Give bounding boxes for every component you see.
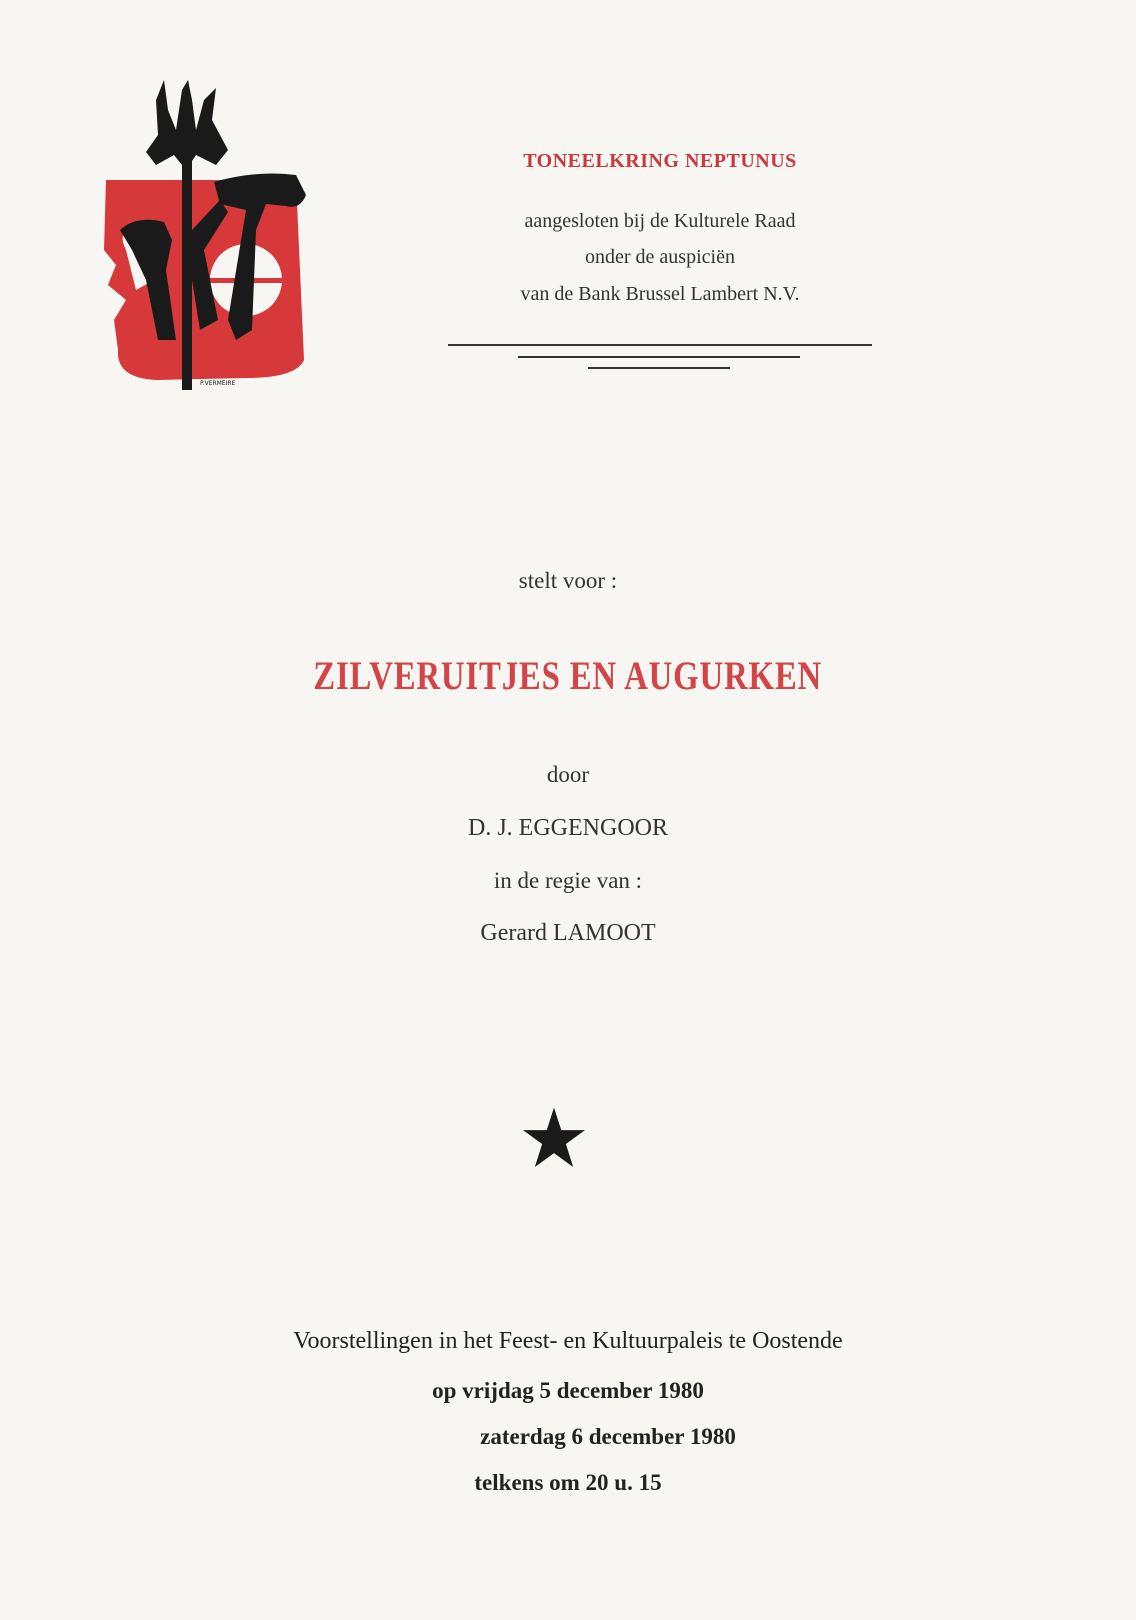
divider-rule-1: [448, 344, 872, 346]
divider-rule-3: [588, 367, 730, 369]
play-title: ZILVERUITJES EN AUGURKEN: [313, 653, 823, 698]
presents-label: stelt voor :: [518, 568, 618, 593]
by-label: door: [546, 762, 590, 787]
director-name: Gerard LAMOOT: [480, 920, 656, 946]
performance-date-2: zaterdag 6 december 1980: [480, 1424, 736, 1449]
logo-signature: P.VERMEIRE: [200, 380, 236, 387]
affiliation-line-2: onder de auspiciën: [585, 246, 735, 268]
star-icon: [521, 1105, 587, 1171]
performance-venue: Voorstellingen in het Feest- en Kultuurpaleis te Oostende: [293, 1328, 843, 1354]
performance-date-1: op vrijdag 5 december 1980: [432, 1378, 704, 1403]
direction-label: in de regie van :: [493, 868, 643, 893]
trident-mask-logo: [96, 80, 326, 410]
performance-time: telkens om 20 u. 15: [474, 1470, 662, 1495]
organization-name: TONEELKRING NEPTUNUS: [523, 150, 797, 172]
divider-rule-2: [518, 356, 800, 358]
affiliation-line-1: aangesloten bij de Kulturele Raad: [524, 210, 796, 232]
affiliation-line-3: van de Bank Brussel Lambert N.V.: [520, 283, 800, 305]
author-name: D. J. EGGENGOOR: [468, 815, 668, 841]
